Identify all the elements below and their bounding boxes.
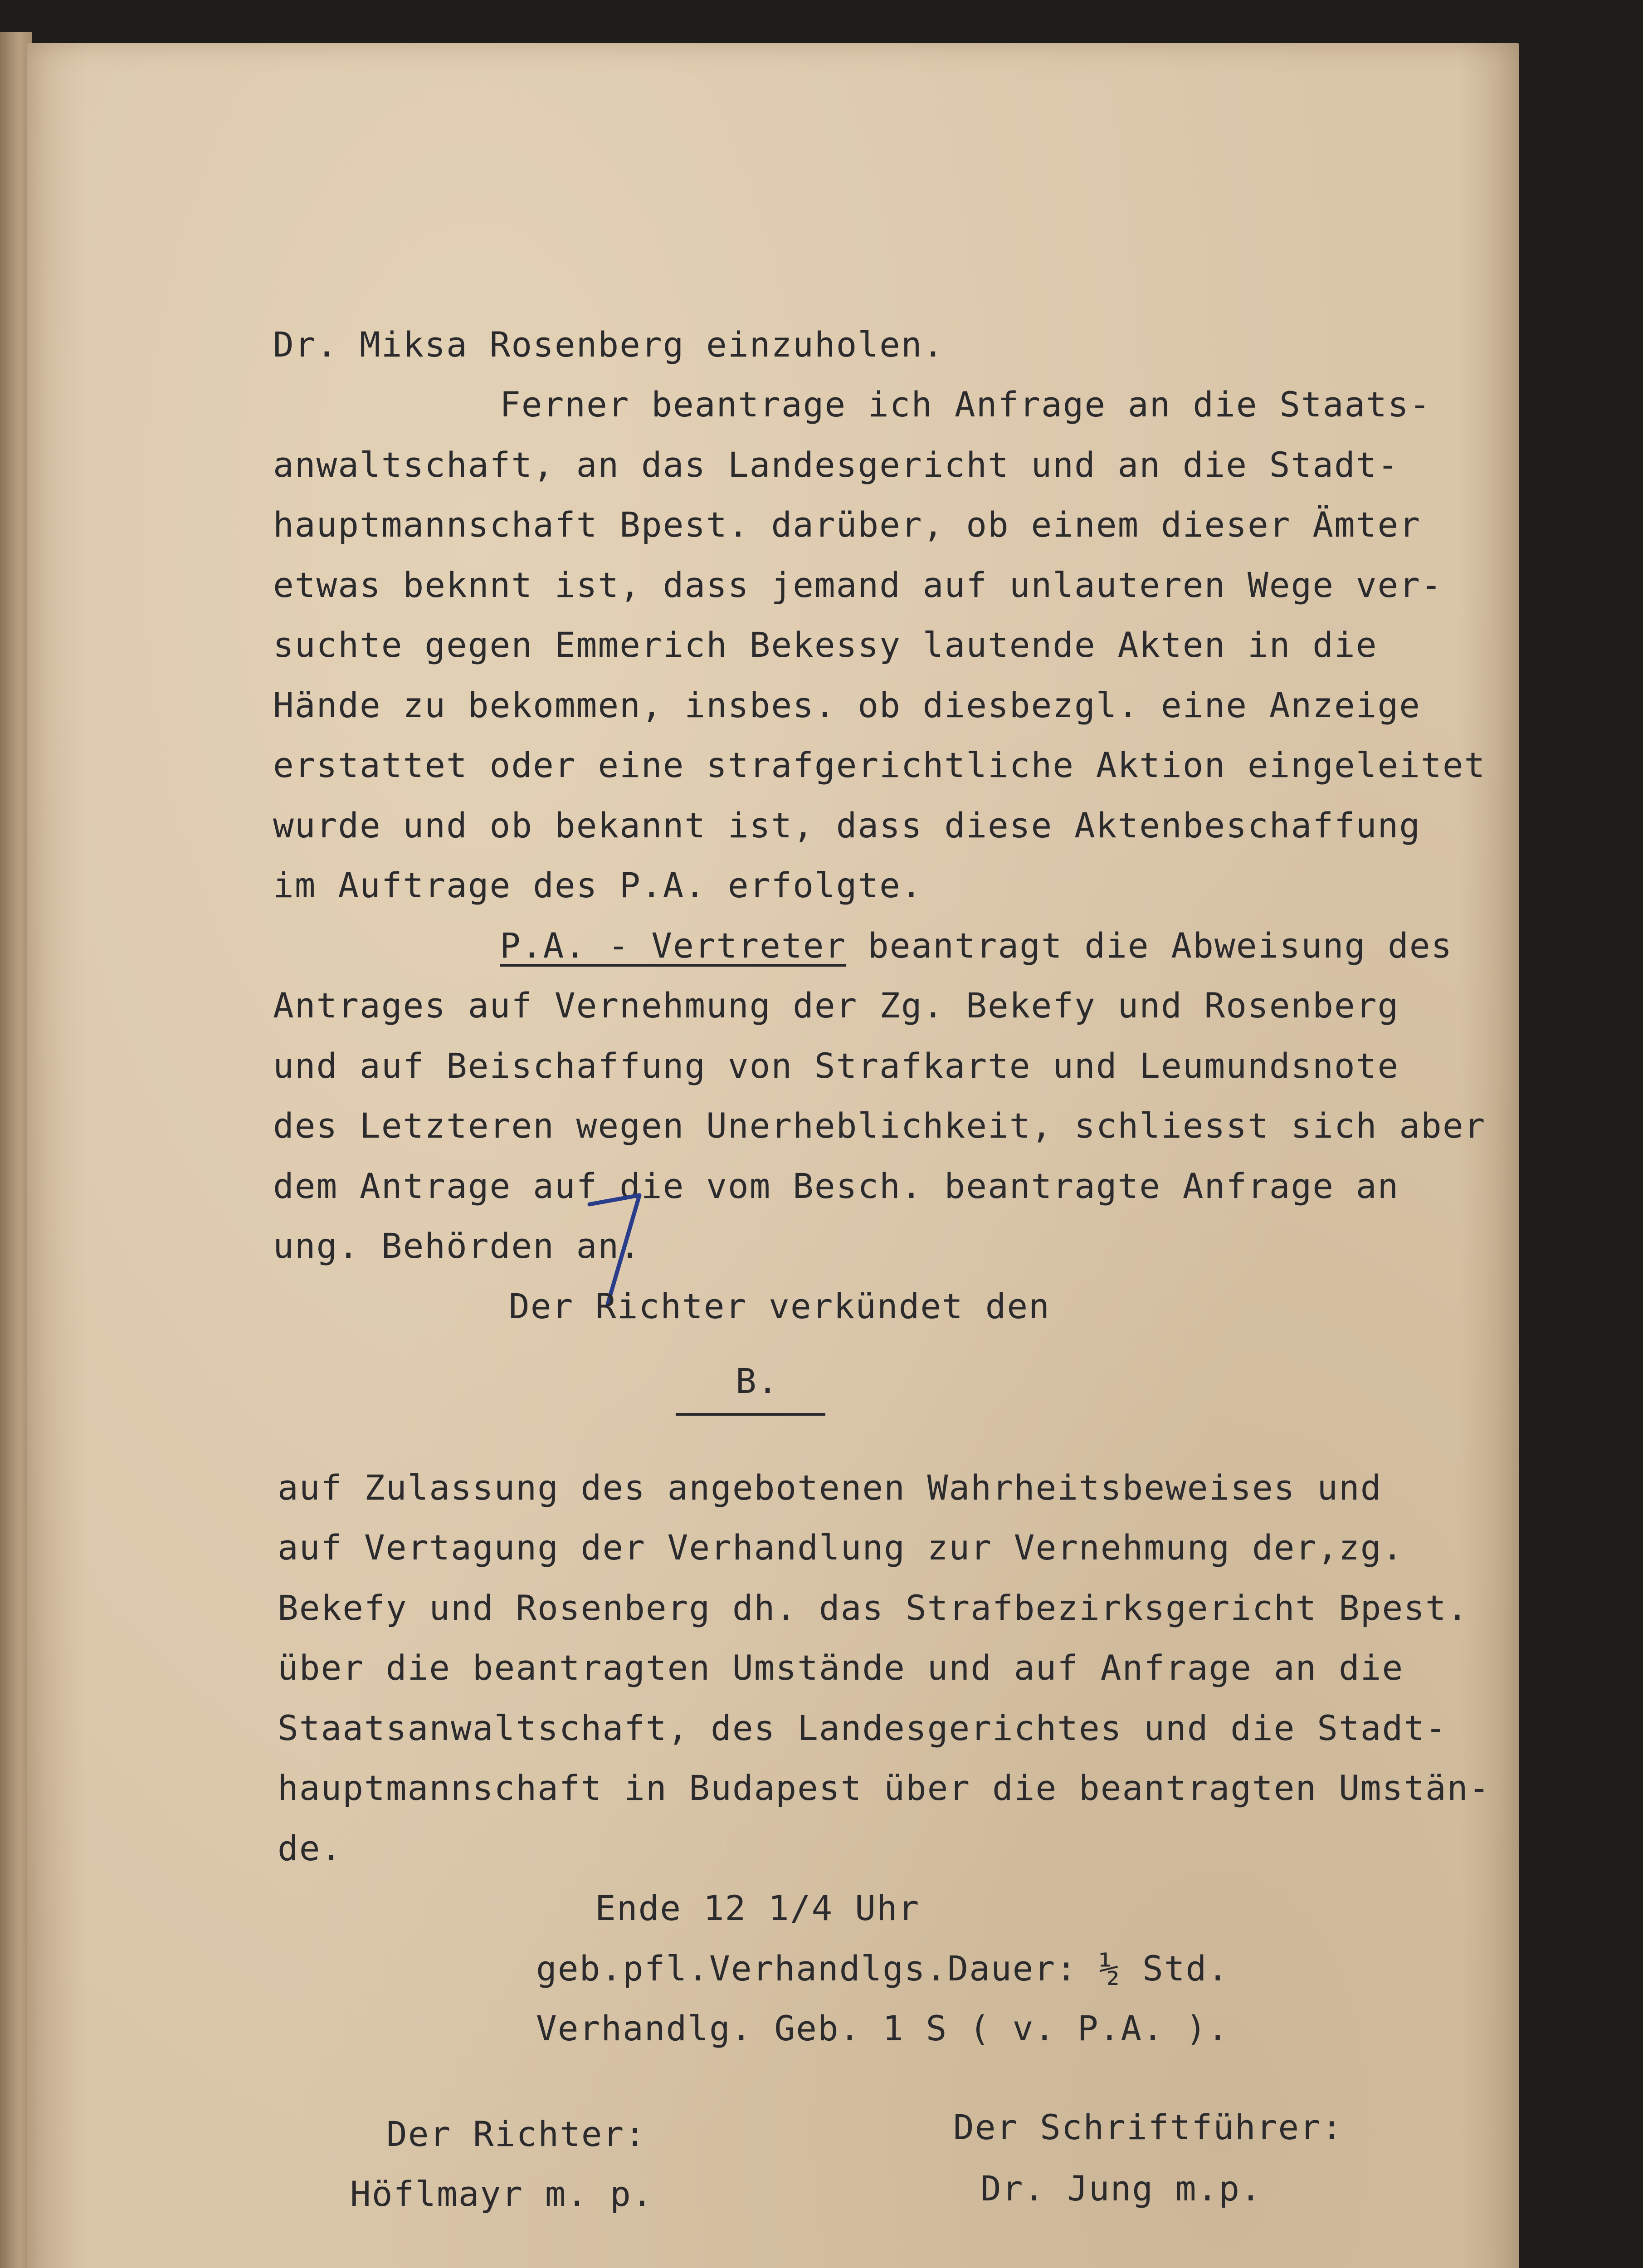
schriftfuehrer-name: Dr. Jung m.p.: [980, 2168, 1262, 2209]
text-line: de.: [278, 1828, 343, 1868]
text-line: im Auftrage des P.A. erfolgte.: [273, 865, 923, 905]
text-line: Hände zu bekommen, insbes. ob diesbezgl. eine Anzeige: [273, 685, 1421, 725]
text-line: und auf Beischaffung von Strafkarte und Leumundsnote: [273, 1046, 1399, 1086]
text-line: ung. Behörden an.: [273, 1226, 641, 1266]
heading-rule: [676, 1413, 825, 1416]
document-page: [27, 43, 1519, 2268]
text-line: des Letzteren wegen Unerheblichkeit, schliesst sich aber: [273, 1105, 1486, 1146]
ende-line: Ende 12 1/4 Uhr: [595, 1888, 920, 1928]
text-line: über die beantragten Umstände und auf Anfrage an die: [278, 1647, 1404, 1688]
text-line: Staatsanwaltschaft, des Landesgerichtes und die Stadt-: [278, 1708, 1447, 1748]
text-line: Ferner beantrage ich Anfrage an die Staats-: [500, 384, 1431, 425]
text-line: dem Antrage auf die vom Besch. beantragte Anfrage an: [273, 1166, 1399, 1206]
richter-verkuendet: Der Richter verkündet den: [509, 1286, 1050, 1326]
schriftfuehrer-title: Der Schriftführer:: [953, 2107, 1343, 2147]
text-line: auf Zulassung des angebotenen Wahrheitsbeweises und: [278, 1467, 1382, 1508]
text-line: hauptmannschaft in Budapest über die beantragten Umstän-: [278, 1768, 1491, 1808]
text-line: wurde und ob bekannt ist, dass diese Aktenbeschaffung: [273, 805, 1421, 846]
richter-title: Der Richter:: [386, 2114, 647, 2154]
dauer-line: geb.pfl.Verhandlgs.Dauer: ½ Std.: [536, 1948, 1229, 1989]
text-line: Dr. Miksa Rosenberg einzuholen.: [273, 324, 945, 365]
pa-vertreter-text: beantragt die Abweisung des: [846, 925, 1453, 966]
text-line: erstattet oder eine strafgerichtliche Aktion eingeleitet: [273, 745, 1486, 785]
text-line: suchte gegen Emmerich Bekessy lautende Akten in die: [273, 625, 1378, 665]
text-line: Antrages auf Vernehmung der Zg. Bekefy und Rosenberg: [273, 985, 1399, 1026]
richter-name: Höflmayr m. p.: [350, 2174, 653, 2214]
text-line: hauptmannschaft Bpest. darüber, ob einem dieser Ämter: [273, 504, 1421, 545]
beschluss-heading: B.: [736, 1361, 779, 1401]
pa-vertreter-line: [500, 923, 1453, 968]
text-line: auf Vertagung der Verhandlung zur Vernehmung der,zg.: [278, 1527, 1404, 1568]
pa-vertreter-label: P.A. - Vertreter: [500, 925, 847, 966]
gebuehr-line: Verhandlg. Geb. 1 S ( v. P.A. ).: [536, 2008, 1229, 2048]
text-line: anwaltschaft, an das Landesgericht und an die Stadt-: [273, 445, 1399, 485]
typed-text: [27, 43, 1519, 2268]
text-line: Bekefy und Rosenberg dh. das Strafbezirksgericht Bpest.: [278, 1588, 1469, 1628]
text-line: etwas beknnt ist, dass jemand auf unlauteren Wege ver-: [273, 565, 1443, 605]
